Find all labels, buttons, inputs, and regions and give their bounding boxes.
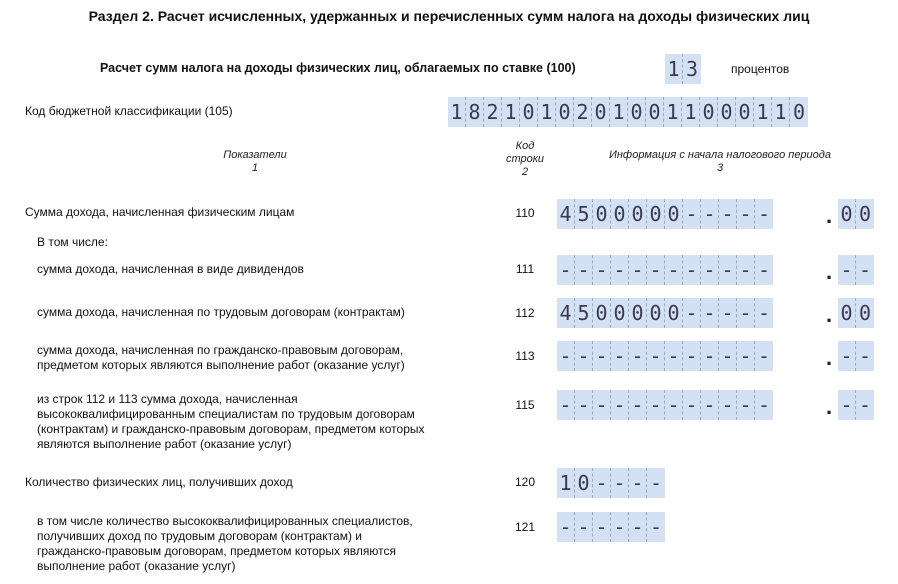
char-cell: 5 — [575, 199, 593, 229]
char-cell: - — [701, 341, 719, 371]
char-cell: - — [649, 515, 663, 539]
char-cell: 0 — [629, 298, 647, 328]
char-cell: 2 — [574, 97, 592, 127]
char-cell: - — [629, 341, 647, 371]
char-cell: 0 — [628, 97, 646, 127]
row-113-label-line: предметом которых являются выполнение работ (оказание услуг) — [37, 358, 405, 372]
char-cell: - — [629, 255, 647, 285]
char-cell: - — [611, 255, 629, 285]
char-cell: 0 — [611, 298, 629, 328]
char-cell: 8 — [466, 97, 484, 127]
row-115-label-line: (контрактам) и гражданско-правовым договорам, предметом которых — [37, 422, 425, 436]
row-110-code: 110 — [515, 206, 535, 220]
char-cell: - — [665, 341, 683, 371]
char-cell: - — [858, 344, 872, 368]
char-cell: 1 — [538, 97, 556, 127]
row-110-frac-field[interactable] — [838, 199, 874, 229]
char-cell: 0 — [629, 199, 647, 229]
char-cell: 0 — [665, 298, 683, 328]
char-cell: - — [575, 512, 593, 542]
char-cell: 0 — [575, 468, 593, 498]
char-cell: - — [757, 393, 771, 417]
char-cell: 0 — [792, 100, 806, 124]
kbk-field[interactable] — [448, 97, 808, 127]
row-115-label-line: являются выполнение работ (оказание услуг) — [37, 437, 292, 451]
char-cell: - — [838, 390, 856, 420]
char-cell: - — [701, 298, 719, 328]
char-cell: - — [665, 255, 683, 285]
row-121-label-line: в том числе количество высококвалифицированных специалистов, — [37, 514, 413, 528]
char-cell: - — [647, 255, 665, 285]
char-cell: - — [737, 390, 755, 420]
char-cell: 0 — [646, 97, 664, 127]
decimal-point: . — [825, 302, 833, 327]
char-cell: 0 — [593, 199, 611, 229]
char-cell: - — [683, 341, 701, 371]
char-cell: 0 — [665, 199, 683, 229]
row-112-code: 112 — [515, 306, 535, 320]
row-121-code: 121 — [514, 520, 536, 534]
header-col1-title: Показатели — [223, 149, 287, 161]
row-121-field[interactable] — [557, 512, 665, 542]
char-cell: 1 — [682, 97, 700, 127]
row-112-label: сумма дохода, начисленная по трудовым договорам (контрактам) — [37, 305, 405, 319]
decimal-point: . — [825, 259, 833, 284]
rate-value-field[interactable] — [665, 54, 701, 84]
char-cell: 1 — [664, 97, 682, 127]
char-cell: - — [575, 390, 593, 420]
header-col1 — [190, 149, 320, 175]
row-115-label-line: из строк 112 и 113 сумма дохода, начисленная — [37, 392, 298, 406]
rate-label: Расчет сумм налога на доходы физических лиц, облагаемых по ставке (100) — [100, 61, 576, 75]
char-cell: - — [557, 255, 575, 285]
row-110-label: Сумма дохода, начисленная физическим лицам — [25, 205, 295, 219]
row-111-frac-field[interactable] — [838, 255, 874, 285]
char-cell: - — [701, 390, 719, 420]
char-cell: - — [611, 468, 629, 498]
char-cell: - — [737, 341, 755, 371]
char-cell: - — [757, 344, 771, 368]
char-cell: - — [719, 341, 737, 371]
char-cell: - — [593, 468, 611, 498]
char-cell: 0 — [520, 97, 538, 127]
char-cell: - — [557, 512, 575, 542]
char-cell: - — [737, 298, 755, 328]
char-cell: - — [611, 512, 629, 542]
rate-unit: процентов — [731, 62, 790, 76]
char-cell: - — [719, 199, 737, 229]
char-cell: - — [858, 393, 872, 417]
char-cell: 0 — [647, 199, 665, 229]
char-cell: 0 — [592, 97, 610, 127]
row-115-code: 115 — [515, 398, 535, 412]
char-cell: - — [757, 202, 771, 226]
row-113-label — [37, 343, 405, 373]
section-title: Раздел 2. Расчет исчисленных, удержанных и перечисленных сумм налога на доходы физических лиц — [88, 8, 810, 24]
row-115-label-line: высококвалифицированным специалистам по трудовым договорам — [37, 407, 415, 421]
char-cell: 0 — [858, 202, 872, 226]
char-cell: 1 — [502, 97, 520, 127]
char-cell: 1 — [665, 54, 683, 84]
char-cell: - — [629, 468, 647, 498]
row-111-int-field[interactable] — [557, 255, 773, 285]
char-cell: - — [757, 301, 771, 325]
char-cell: - — [683, 390, 701, 420]
char-cell: 4 — [557, 298, 575, 328]
decimal-point: . — [825, 394, 833, 419]
row-120-label: Количество физических лиц, получивших доход — [25, 475, 293, 489]
char-cell: - — [701, 255, 719, 285]
char-cell: 0 — [736, 97, 754, 127]
char-cell: 1 — [754, 97, 772, 127]
header-col1-num: 1 — [251, 162, 259, 174]
char-cell: - — [575, 255, 593, 285]
row-113-label-line: сумма дохода, начисленная по гражданско-правовым договорам, — [37, 343, 404, 357]
row-115-frac-field[interactable] — [838, 390, 874, 420]
char-cell: - — [683, 199, 701, 229]
char-cell: 0 — [838, 199, 856, 229]
row-111-label: сумма дохода, начисленная в виде дивидендов — [37, 262, 304, 276]
char-cell: - — [683, 298, 701, 328]
char-cell: 0 — [611, 199, 629, 229]
char-cell: 0 — [838, 298, 856, 328]
char-cell: 0 — [593, 298, 611, 328]
char-cell: 0 — [647, 298, 665, 328]
char-cell: - — [838, 255, 856, 285]
char-cell: 3 — [685, 57, 699, 81]
row-111-code: 111 — [515, 262, 535, 276]
header-col3 — [580, 149, 860, 175]
char-cell: - — [701, 199, 719, 229]
char-cell: - — [557, 341, 575, 371]
char-cell: - — [858, 258, 872, 282]
row-115-label — [37, 392, 425, 452]
row-120-field[interactable] — [557, 468, 665, 498]
row-121-label — [37, 514, 413, 574]
char-cell: - — [611, 390, 629, 420]
char-cell: - — [575, 341, 593, 371]
char-cell: - — [557, 390, 575, 420]
char-cell: 2 — [484, 97, 502, 127]
char-cell: 1 — [557, 468, 575, 498]
row-including-label: В том числе: — [37, 235, 108, 249]
char-cell: 1 — [772, 97, 790, 127]
char-cell: - — [719, 390, 737, 420]
char-cell: - — [593, 512, 611, 542]
char-cell: - — [649, 471, 663, 495]
decimal-point: . — [825, 345, 833, 370]
row-115-int-field[interactable] — [557, 390, 773, 420]
row-112-int-field[interactable] — [557, 298, 773, 328]
char-cell: - — [838, 341, 856, 371]
char-cell: 1 — [610, 97, 628, 127]
row-121-label-line: получивших доход по трудовым договорам (контрактам) и — [37, 529, 362, 543]
header-col3-num: 3 — [716, 162, 724, 174]
row-120-code: 120 — [514, 475, 536, 489]
char-cell: - — [629, 512, 647, 542]
char-cell: - — [737, 255, 755, 285]
header-col2 — [495, 140, 555, 179]
char-cell: - — [629, 390, 647, 420]
char-cell: 1 — [448, 97, 466, 127]
row-113-int-field[interactable] — [557, 341, 773, 371]
kbk-label: Код бюджетной классификации (105) — [25, 104, 233, 118]
char-cell: 0 — [700, 97, 718, 127]
char-cell: - — [611, 341, 629, 371]
char-cell: 0 — [858, 301, 872, 325]
row-121-label-line: гражданско-правовым договорам, предметом которых являются — [37, 544, 396, 558]
char-cell: - — [737, 199, 755, 229]
header-col2-line2: строки — [505, 153, 545, 165]
row-112-frac-field[interactable] — [838, 298, 874, 328]
char-cell: 0 — [718, 97, 736, 127]
header-col3-title: Информация с начала налогового периода — [608, 149, 831, 161]
row-110-int-field[interactable] — [557, 199, 773, 229]
header-col2-line1: Код — [515, 140, 535, 152]
row-121-label-line: выполнение работ (оказание услуг) — [37, 559, 236, 573]
char-cell: 0 — [556, 97, 574, 127]
char-cell: - — [647, 390, 665, 420]
char-cell: - — [719, 255, 737, 285]
char-cell: 4 — [557, 199, 575, 229]
char-cell: - — [593, 390, 611, 420]
header-col2-num: 2 — [521, 166, 529, 178]
decimal-point: . — [825, 203, 833, 228]
char-cell: - — [719, 298, 737, 328]
row-113-code: 113 — [515, 349, 535, 363]
char-cell: 5 — [575, 298, 593, 328]
char-cell: - — [647, 341, 665, 371]
char-cell: - — [593, 255, 611, 285]
char-cell: - — [665, 390, 683, 420]
row-113-frac-field[interactable] — [838, 341, 874, 371]
char-cell: - — [683, 255, 701, 285]
char-cell: - — [593, 341, 611, 371]
char-cell: - — [757, 258, 771, 282]
